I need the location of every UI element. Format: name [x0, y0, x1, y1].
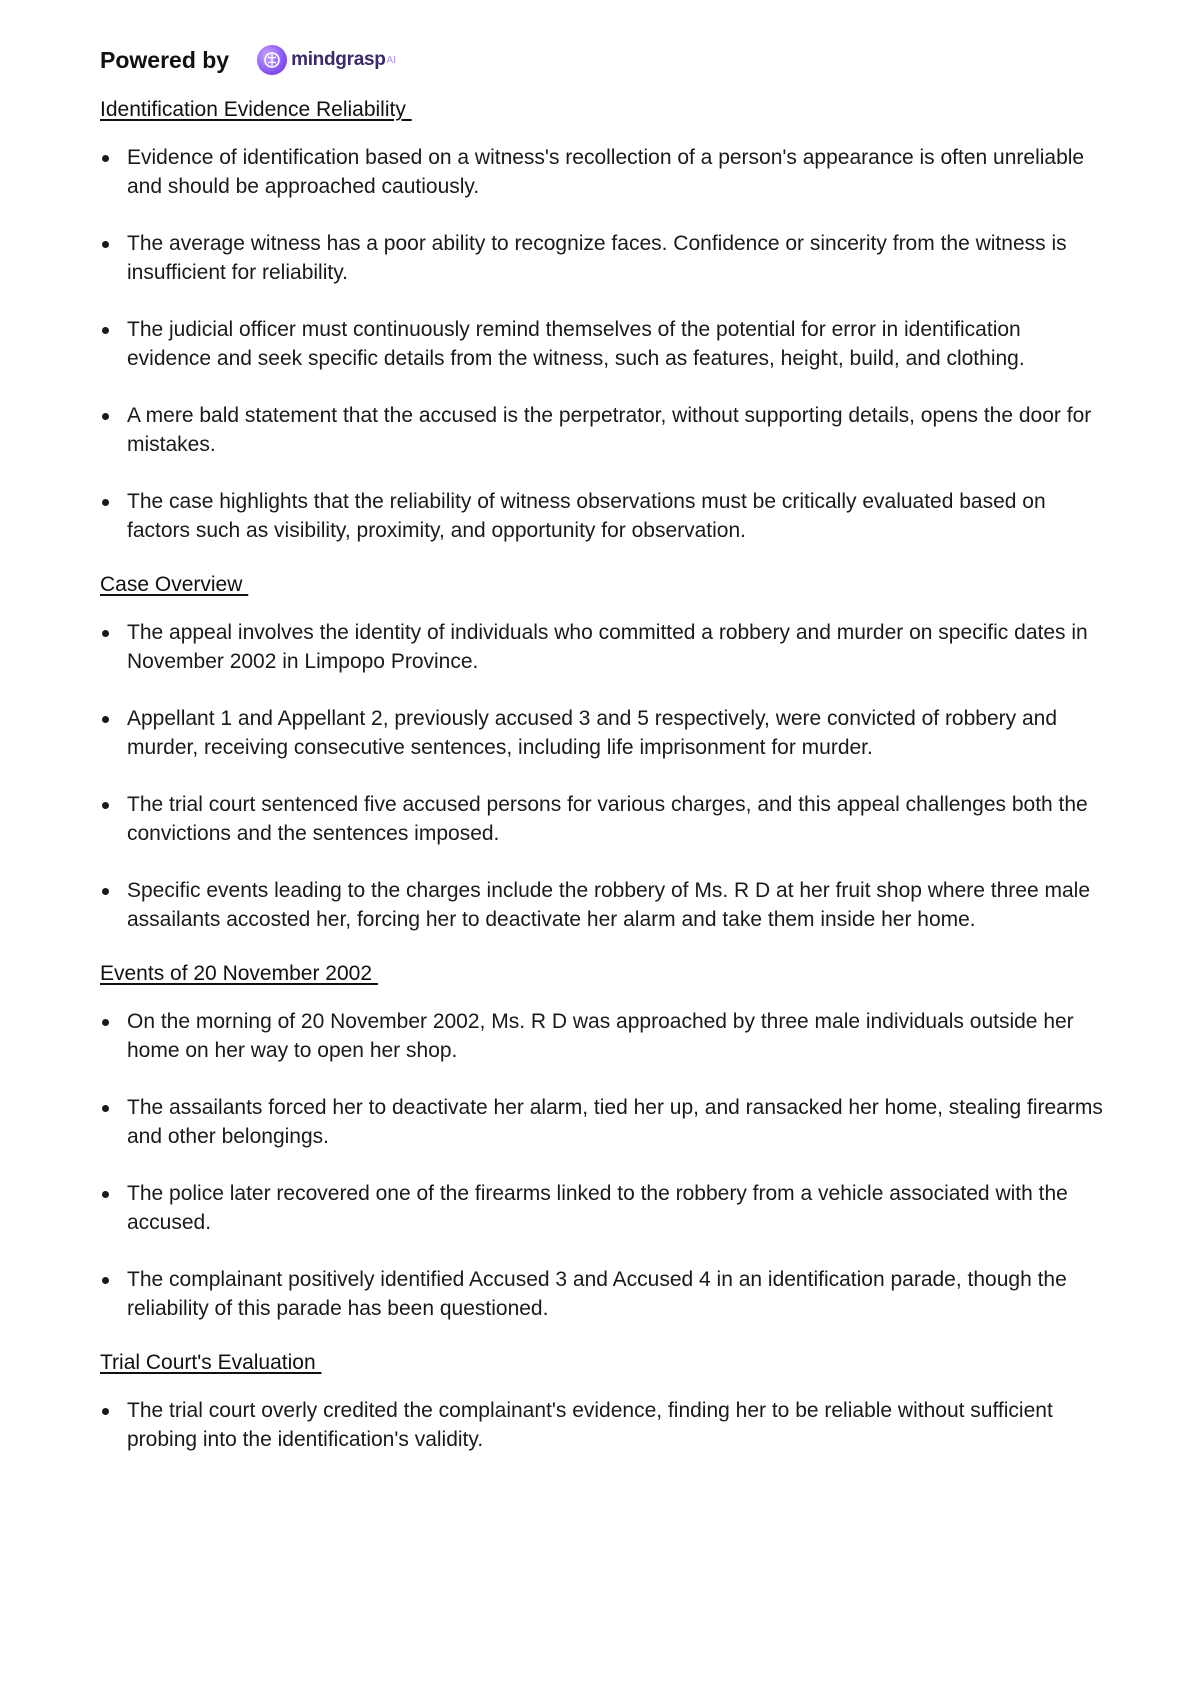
bullet-item: The assailants forced her to deactivate her alarm, tied her up, and ransacked her home, stealing firearms and other belongings. [100, 1093, 1110, 1151]
bullet-item: Evidence of identification based on a witness's recollection of a person's appearance is often unreliable and should be approached cautiously. [100, 143, 1110, 201]
section-title: Identification Evidence Reliability [100, 98, 412, 121]
bullet-item: The police later recovered one of the firearms linked to the robbery from a vehicle associated with the accused. [100, 1179, 1110, 1237]
mindgrasp-logo [257, 45, 396, 75]
brain-icon [257, 45, 287, 75]
powered-by-label: Powered by [100, 46, 230, 73]
section-title: Case Overview [100, 573, 249, 596]
bullet-item: The judicial officer must continuously remind themselves of the potential for error in identification evidence and seek specific details from the witness, such as features, height, build, and clothing. [100, 315, 1110, 373]
bullet-item: Appellant 1 and Appellant 2, previously accused 3 and 5 respectively, were convicted of robbery and murder, receiving consecutive sentences, including life imprisonment for murder. [100, 704, 1110, 762]
header [100, 40, 1110, 80]
bullet-item: The complainant positively identified Accused 3 and Accused 4 in an identification parade, though the reliability of this parade has been questioned. [100, 1265, 1110, 1323]
section-title: Trial Court's Evaluation [100, 1351, 322, 1374]
section-title: Events of 20 November 2002 [100, 962, 378, 985]
bullet-list [100, 143, 1110, 545]
bullet-item: A mere bald statement that the accused is the perpetrator, without supporting details, opens the door for mistakes. [100, 401, 1110, 459]
bullet-list [100, 618, 1110, 934]
bullet-item: The trial court sentenced five accused persons for various charges, and this appeal challenges both the convictions and the sentences imposed. [100, 790, 1110, 848]
bullet-list [100, 1396, 1110, 1454]
bullet-list [100, 1007, 1110, 1323]
logo-superscript: AI [386, 54, 396, 66]
bullet-item: The case highlights that the reliability of witness observations must be critically evaluated based on factors such as visibility, proximity, and opportunity for observation. [100, 487, 1110, 545]
bullet-item: The trial court overly credited the complainant's evidence, finding her to be reliable without sufficient probing into the identification's validity. [100, 1396, 1110, 1454]
sections-container [100, 98, 1110, 1454]
bullet-item: Specific events leading to the charges include the robbery of Ms. R D at her fruit shop where three male assailants accosted her, forcing her to deactivate her alarm and take them inside her home. [100, 876, 1110, 934]
logo-text: mindgrasp [291, 49, 386, 70]
document-page [100, 40, 1110, 1482]
bullet-item: The appeal involves the identity of individuals who committed a robbery and murder on specific dates in November 2002 in Limpopo Province. [100, 618, 1110, 676]
bullet-item: The average witness has a poor ability to recognize faces. Confidence or sincerity from the witness is insufficient for reliability. [100, 229, 1110, 287]
bullet-item: On the morning of 20 November 2002, Ms. R D was approached by three male individuals outside her home on her way to open her shop. [100, 1007, 1110, 1065]
